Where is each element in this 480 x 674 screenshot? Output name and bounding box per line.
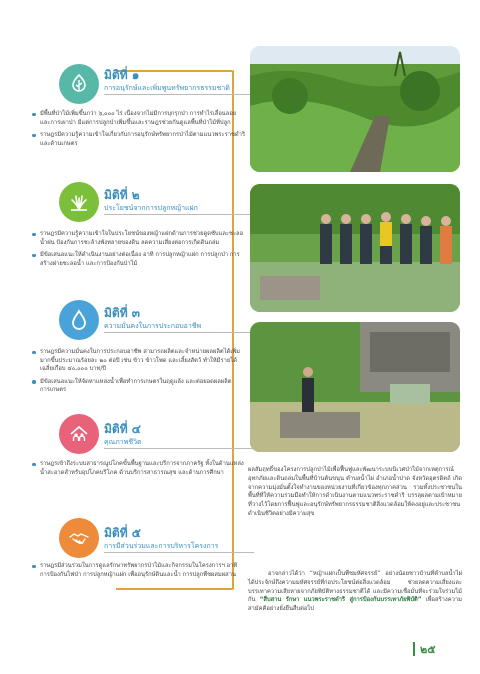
body-paragraph-1: ผลสัมฤทธิ์ของโครงการปลูกป่าไม้เพื่อฟื้นฟูและพัฒนาระบบนิเวศป่าไม้จากเหตุการณ์อุทกภัยและดินถล่มในพื้นที่บ้านต้นขนุน ตำบลน้ำไผ่ อำเภอน้ำปาด จังหวัดอุตรดิตถ์ เกิดจากความมุ่งมั่นตั้งใจทำงานของหน่วยงานที่เกี่ยวข้องทุกภาคส่วน รวมทั้งประชาชนในพื้นที่ที่ให้ความร่วมมือทำให้การดำเนินงานตามแนวพระราชดำริ บรรลุผลตามเป้าหมายที่วางไว้โดยการฟื้นฟูและอนุรักษ์ทรัพยากรธรรมชาติสิ่งแวดล้อมให้คงอยู่และประชาชนดำเนินชีวิตอย่างมีความสุข — [248, 467, 462, 517]
photo-check-dam — [250, 322, 460, 452]
section-subtitle: การอนุรักษ์และเพิ่มพูนทรัพยากรธรรมชาติ — [104, 84, 230, 92]
water-drop-icon — [59, 300, 99, 340]
body-paragraph-2 — [248, 570, 462, 614]
section-title: มิติที่ ๓ — [104, 306, 140, 320]
body-text-b: เพื่อสร้างความสามัคคีอย่างยั่งยืนสืบต่อไป — [248, 597, 462, 613]
bullet-item: ราษฎรมีความมั่นคงในการประกอบอาชีพ สามารถผลิตและจำหน่ายผลผลิตได้เพิ่มมากขึ้นประมาณร้อยละ ๒๐ ต่อปี เช่น ข้าว ข้าวโพด และเลี้ยงสัตว์ ทำให้มีรายได้เฉลี่ยเกือบ ๔๐,๐๐๐ บาท/ปี — [32, 348, 246, 374]
handshake-icon — [59, 518, 99, 558]
page-number-bar — [413, 642, 415, 656]
page-number: ๒๕ — [420, 643, 436, 656]
body-text-bold: “สืบสาน รักษา แนวพระราชดำริ สู่การป้องกันบรรเทาภัยพิบัติ” — [259, 597, 422, 604]
bullet-item: มีข้อเสนอแนะให้ดำเนินงานอย่างต่อเนื่อง อาทิ การปลูกหญ้าแฝก การปลูกป่า การสร้างฝายชะลอน้ำ และการป้องกันป่าไม้ — [32, 251, 246, 268]
section-1 — [16, 58, 246, 168]
bullet-item: ราษฎรมีส่วนร่วมในการดูแลรักษาทรัพยากรป่าไม้และกิจกรรมในโครงการฯ อาทิ การป้องกันไฟป่า การปลูกหญ้าแฝก เพื่ออนุรักษ์ดินและน้ำ การปลูกพืชผสมผสาน — [32, 562, 246, 579]
section-4 — [16, 414, 244, 504]
recycle-leaf-icon — [59, 64, 99, 104]
section-2 — [16, 182, 244, 302]
section-title: มิติที่ ๑ — [104, 68, 140, 82]
bullet-item: ราษฎรเข้าถึงระบบสาธารณูปโภคขั้นพื้นฐานและบริการจากภาครัฐ ทั้งในด้านแหล่งน้ำสะอาดสำหรับอุปโภคบริโภค ด้านบริการสาธารณสุข และด้านการศึกษา — [32, 460, 246, 477]
section-subtitle: คุณภาพชีวิต — [104, 438, 142, 446]
photo-forest-stream — [250, 46, 460, 172]
bullet-item: ราษฎรมีความรู้ความเข้าใจในประโยชน์ของหญ้าแฝกด้านการช่วยดูดซับและชะลอน้ำฝน ป้องกันการชะล้างพังทลายของดิน ลดความเสี่ยงต่อการเกิดดินถล่ม — [32, 230, 246, 247]
bullet-item: มีพื้นที่ป่าไม้เพิ่มขึ้นกว่า ๖,๐๐๐ ไร่ เนื่องจากไม่มีการบุกรุกป่า การทำไร่เลื่อนลอย และการเผาป่า มีแต่การปลูกป่าเพิ่มขึ้นและราษฎรช่วยกันดูแลพื้นที่ป่าไม้ที่ปลูก — [32, 110, 246, 127]
section-subtitle: การมีส่วนร่วมและการบริหารโครงการ — [104, 542, 219, 550]
section-subtitle: ความมั่นคงในการประกอบอาชีพ — [104, 322, 202, 330]
bullet-item: มีข้อเสนอแนะให้จัดหาแหล่งน้ำเพื่อทำการเกษตรในฤดูแล้ง และต่อยอดผลผลิตการเกษตร — [32, 378, 246, 395]
body-text-a: อาจกล่าวได้ว่า “หญ้าแฝกเป็นพืชมหัศจรรย์” อย่างน้อยชาวบ้านที่ตำบลน้ำไผ่ได้ประจักษ์ถึงความมหัศจรรย์ที่ก่อประโยชน์ต่อสิ่งแวดล้อม ช่วยลดความเสี่ยงและบรรเทาความเสียหายจากภัยพิบัติทางธรรมชาติได้ และมีความเชื่อมั่นที่จะร่วมใจร่วมไม้กัน — [248, 571, 462, 604]
bullet-item: ราษฎรมีความรู้ความเข้าใจเกี่ยวกับการอนุรักษ์ทรัพยากรป่าไม้ตามแนวพระราชดำริและด้านเกษตร — [32, 131, 246, 148]
section-title: มิติที่ ๔ — [104, 422, 141, 436]
people-house-icon — [59, 414, 99, 454]
grass-icon — [59, 182, 99, 222]
photo-group-officials — [250, 184, 460, 312]
section-subtitle: ประโยชน์จากการปลูกหญ้าแฝก — [104, 204, 198, 212]
section-title: มิติที่ ๒ — [104, 188, 140, 202]
section-3 — [16, 298, 238, 418]
section-title: มิติที่ ๕ — [104, 526, 141, 540]
section-5 — [16, 514, 238, 594]
